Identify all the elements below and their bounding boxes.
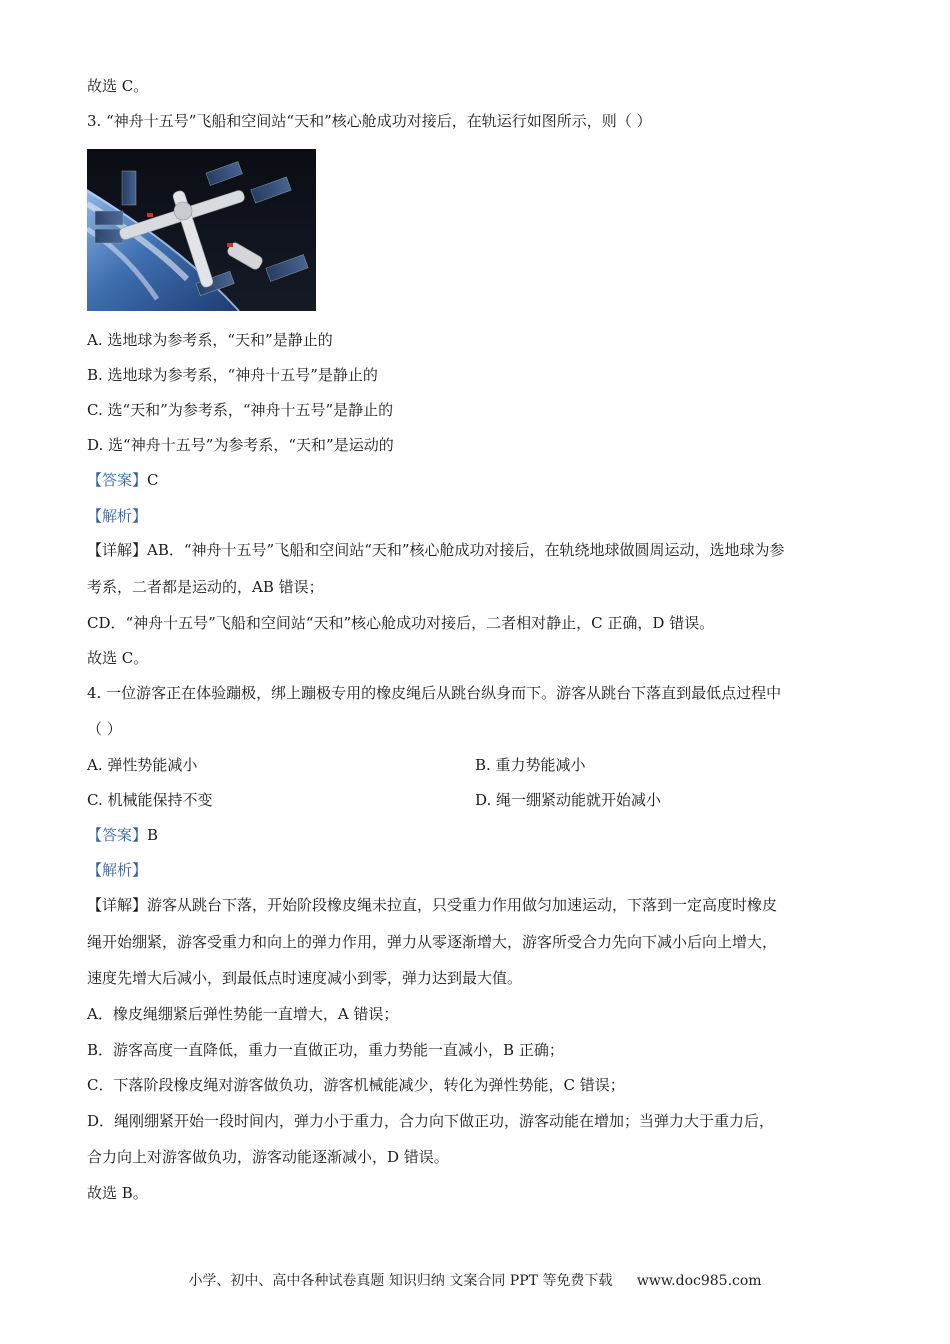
q3-analysis-label-text: 【解析】: [87, 507, 148, 525]
q4-option-d: D. 绳一绷紧动能就开始减小: [475, 791, 662, 809]
q3-option-b: B. 选地球为参考系，“神舟十五号”是静止的: [87, 366, 378, 384]
q4-explain-b: B．游客高度一直降低，重力一直做正功，重力势能一直减小，B 正确；: [87, 1041, 564, 1059]
q3-analysis-label: [87, 506, 147, 526]
q4-explain-d-line-1: D．绳刚绷紧开始一段时间内，弹力小于重力，合力向下做正功，游客动能在增加；当弹力大于重力后，: [87, 1112, 775, 1130]
q3-detail-line-3: CD．“神舟十五号”飞船和空间站“天和”核心舱成功对接后，二者相对静止，C 正确，D 错误。: [87, 614, 715, 632]
q3-option-d: D. 选“神舟十五号”为参考系，“天和”是运动的: [87, 436, 394, 454]
footer-slogan: 小学、初中、高中各种试卷真题 知识归纳 文案合同 PPT 等免费下载: [188, 1273, 613, 1289]
q3-conclusion: 故选 C。: [87, 649, 149, 667]
q4-conclusion: 故选 B。: [87, 1184, 148, 1202]
q4-answer: [87, 825, 158, 845]
q4-option-a: A. 弹性势能减小: [87, 756, 198, 774]
space-station-image: [87, 149, 316, 311]
q4-stem-line-2: （ ）: [87, 720, 122, 738]
q3-option-a: A. 选地球为参考系，“天和”是静止的: [87, 331, 333, 349]
q4-answer-label: 【答案】: [87, 826, 148, 844]
q3-answer-label: 【答案】: [87, 471, 148, 489]
q3-answer-value: C: [147, 471, 159, 489]
previous-conclusion: 故选 C。: [87, 77, 149, 95]
q4-detail-label: 【详解】: [87, 896, 148, 914]
q4-explain-c: C．下落阶段橡皮绳对游客做负功，游客机械能减少，转化为弹性势能，C 错误；: [87, 1076, 625, 1094]
q4-answer-value: B: [147, 826, 159, 844]
q3-stem: 3. “神舟十五号”飞船和空间站“天和”核心舱成功对接后，在轨运行如图所示，则（ ）: [87, 112, 652, 130]
footer-website: www.doc985.com: [636, 1273, 762, 1289]
space-station-illustration: [87, 149, 316, 311]
q3-detail-line-1: [87, 540, 785, 560]
page-footer: [0, 1270, 950, 1290]
q4-detail-line-3: 速度先增大后减小，到最低点时速度减小到零，弹力达到最大值。: [87, 969, 523, 987]
q4-analysis-label-text: 【解析】: [87, 861, 148, 879]
q4-explain-d-line-2: 合力向上对游客做负功，游客动能逐渐减小，D 错误。: [87, 1148, 449, 1166]
q4-detail-text-1: 游客从跳台下落，开始阶段橡皮绳未拉直，只受重力作用做匀加速运动，下落到一定高度时橡皮: [147, 896, 778, 914]
q4-option-b: B. 重力势能减小: [475, 756, 586, 774]
q3-detail-label: 【详解】: [87, 541, 148, 559]
q4-explain-a: A．橡皮绳绷紧后弹性势能一直增大，A 错误；: [87, 1005, 399, 1023]
q3-answer: [87, 470, 159, 490]
q4-detail-line-1: [87, 895, 777, 915]
q3-option-c: C. 选“天和”为参考系，“神舟十五号”是静止的: [87, 401, 394, 419]
q3-detail-text-1: AB．“神舟十五号”飞船和空间站“天和”核心舱成功对接后，在轨绕地球做圆周运动，选地球为参: [147, 541, 785, 559]
q3-detail-line-2: 考系，二者都是运动的，AB 错误；: [87, 578, 324, 596]
q4-analysis-label: [87, 860, 147, 880]
q4-detail-line-2: 绳开始绷紧，游客受重力和向上的弹力作用，弹力从零逐渐增大，游客所受合力先向下减小后向上增大，: [87, 933, 778, 951]
q4-stem-line-1: 4. 一位游客正在体验蹦极，绑上蹦极专用的橡皮绳后从跳台纵身而下。游客从跳台下落直到最低点过程中: [87, 684, 782, 702]
q4-option-c: C. 机械能保持不变: [87, 791, 213, 809]
